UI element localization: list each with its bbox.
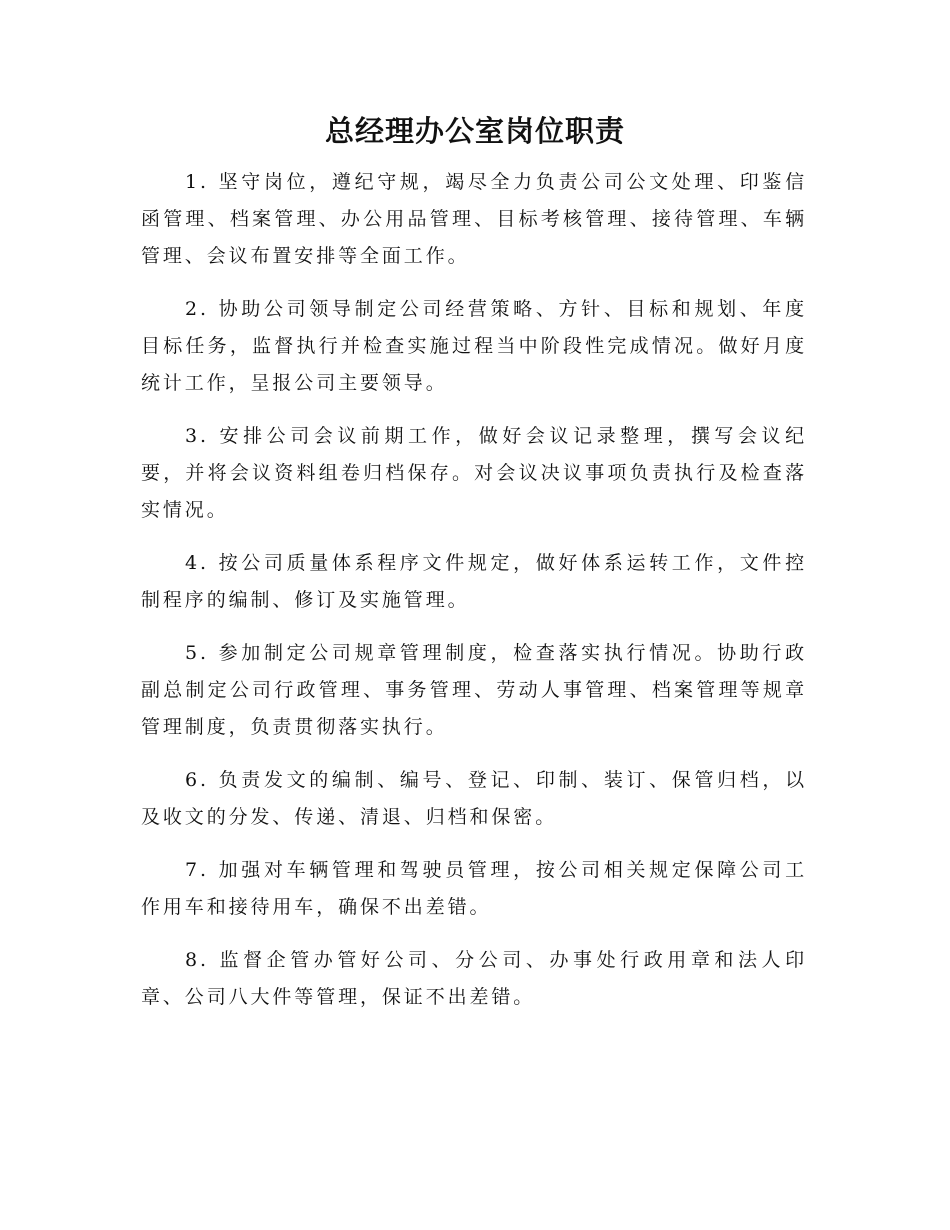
duty-paragraph-5: 5. 参加制定公司规章管理制度，检查落实执行情况。协助行政副总制定公司行政管理、事务管理、劳动人事管理、档案管理等规章管理制度，负责贯彻落实执行。 bbox=[141, 642, 807, 738]
duty-paragraph-2: 2. 协助公司领导制定公司经营策略、方针、目标和规划、年度目标任务，监督执行并检查实施过程当中阶段性完成情况。做好月度统计工作，呈报公司主要领导。 bbox=[141, 298, 807, 394]
duty-paragraph-7: 7. 加强对车辆管理和驾驶员管理，按公司相关规定保障公司工作用车和接待用车，确保不出差错。 bbox=[141, 859, 807, 918]
document-body bbox=[141, 164, 807, 1032]
duty-paragraph-3: 3. 安排公司会议前期工作，做好会议记录整理，撰写会议纪要，并将会议资料组卷归档保存。对会议决议事项负责执行及检查落实情况。 bbox=[141, 425, 807, 521]
duty-paragraph-6: 6. 负责发文的编制、编号、登记、印制、装订、保管归档，以及收文的分发、传递、清退、归档和保密。 bbox=[141, 769, 807, 828]
duty-paragraph-1: 1. 坚守岗位，遵纪守规，竭尽全力负责公司公文处理、印鉴信函管理、档案管理、办公用品管理、目标考核管理、接待管理、车辆管理、会议布置安排等全面工作。 bbox=[141, 171, 807, 267]
duty-paragraph-4: 4. 按公司质量体系程序文件规定，做好体系运转工作，文件控制程序的编制、修订及实施管理。 bbox=[141, 552, 807, 611]
document-title: 总经理办公室岗位职责 bbox=[324, 114, 625, 148]
duty-paragraph-8: 8. 监督企管办管好公司、分公司、办事处行政用章和法人印章、公司八大件等管理，保证不出差错。 bbox=[141, 949, 807, 1008]
